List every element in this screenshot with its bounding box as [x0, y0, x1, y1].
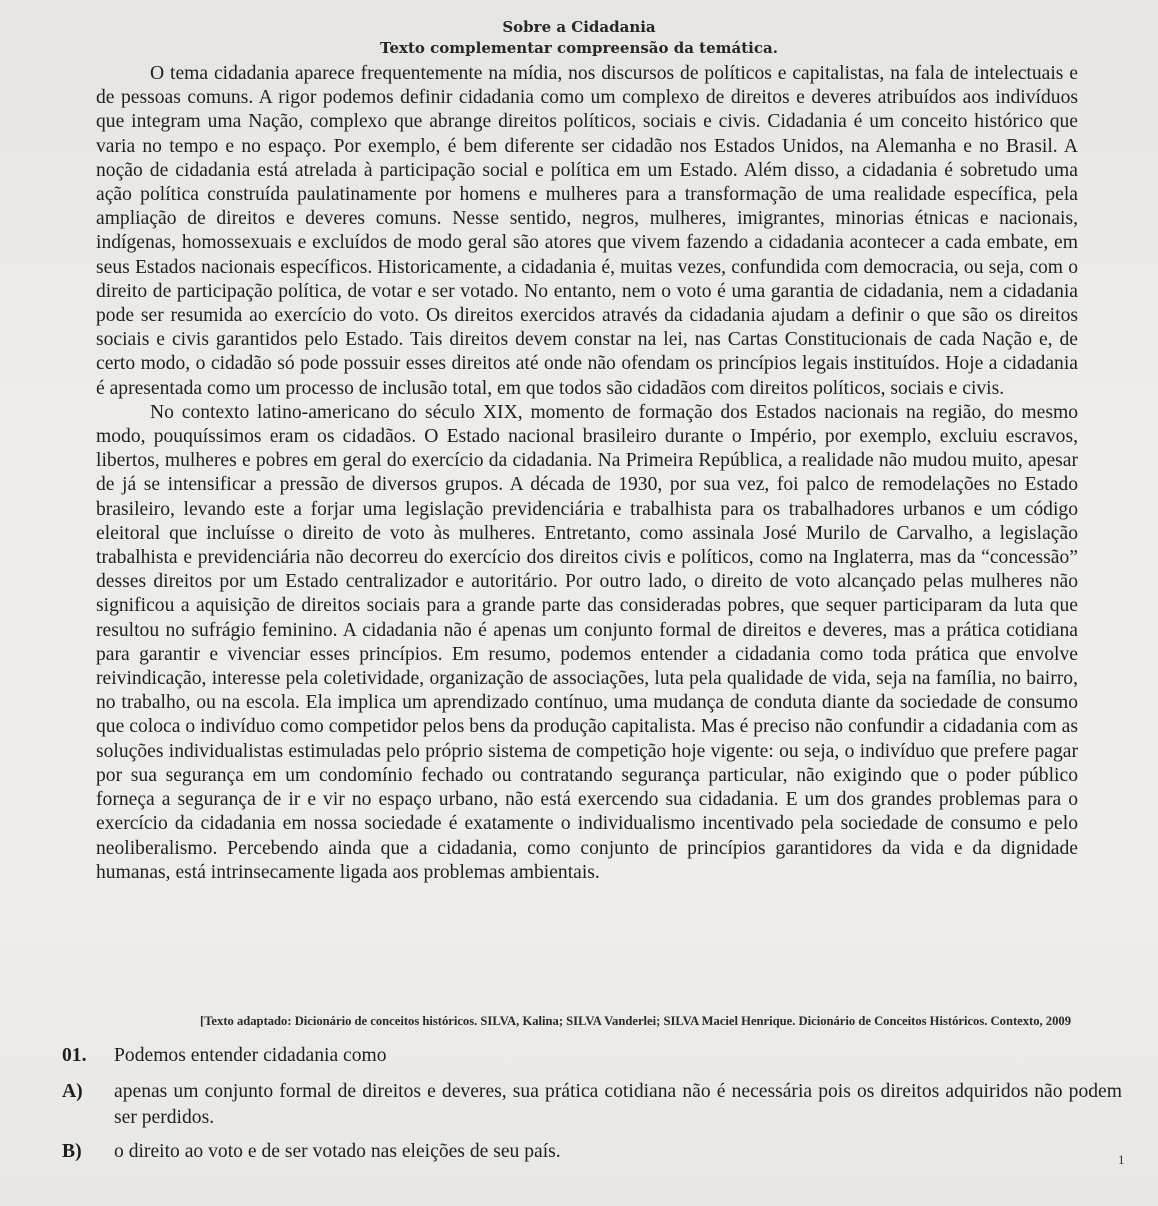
question-header — [62, 1043, 1122, 1069]
option-a-letter: A) — [62, 1081, 83, 1102]
option-b-letter: B) — [62, 1141, 82, 1162]
option-a-text: apenas um conjunto formal de direitos e deveres, sua prática cotidiana não é necessária pois os direitos adquiridos não podem ser perdidos. — [114, 1081, 1122, 1128]
question-stem: Podemos entender cidadania como — [114, 1045, 387, 1066]
document-body — [96, 62, 1078, 885]
page-number: 1 — [1118, 1152, 1125, 1167]
option-b-text: o direito ao voto e de ser votado nas eleições de seu país. — [114, 1141, 561, 1162]
question-block — [62, 1043, 1122, 1173]
paragraph-2: No contexto latino-americano do século XIX, momento de formação dos Estados nacionais na região, do mesmo modo, pouquíssimos eram os cidadãos. O Estado nacional brasileiro durante o Império, por exemplo, excluiu escravos, libertos, mulheres e pobres em geral do exercício da cidadania. Na Primeira República, a realidade não mudou muito, apesar de já se intensificar a pressão de diversos grupos. A década de 1930, por sua vez, foi palco de remodelações no Estado brasileiro, levando este a forjar uma legislação previdenciária e trabalhista para os trabalhadores urbanos e um código eleitoral que incluísse o direito de voto às mulheres. Entretanto, como assinala José Murilo de Carvalho, a legislação trabalhista e previdenciária não decorreu do exercício dos direitos civis e políticos, como na Inglaterra, mas da “concessão” desses direitos por um Estado centralizador e autoritário. Por outro lado, o direito de voto alcançado pelas mulheres não significou a aquisição de direitos sociais para a grande parte das consideradas pobres, que sequer participaram da luta que resultou no sufrágio feminino. A cidadania não é apenas um conjunto formal de direitos e deveres, mas a prática cotidiana para garantir e vivenciar esses princípios. Em resumo, podemos entender a cidadania como toda prática que envolve reivindicação, interesse pela coletividade, organização de associações, luta pela qualidade de vida, seja na família, no bairro, no trabalho, ou na escola. Ela implica um aprendizado contínuo, uma mudança de conduta diante da sociedade de consumo que coloca o indivíduo como competidor pelos bens da produção capitalista. Mas é preciso não confundir a cidadania com as soluções individualistas estimuladas pelo próprio sistema de competição hoje vigente: ou seja, o indivíduo que prefere pagar por sua segurança em um condomínio fechado ou contratando segurança particular, não exigindo que o poder público forneça a segurança de ir e vir no espaço urbano, não está exercendo sua cidadania. E um dos grandes problemas para o exercício da cidadania em nossa sociedade é exatamente o individualismo incentivado pela sociedade de consumo e pelo neoliberalismo. Percebendo ainda que a cidadania, como conjunto de princípios garantidores da vida e da dignidade humanas, está intrinsecamente ligada aos problemas ambientais. — [96, 401, 1078, 883]
document-subtitle: Texto complementar compreensão da temática. — [380, 39, 778, 57]
source-citation: [Texto adaptado: Dicionário de conceitos históricos. SILVA, Kalina; SILVA Vanderlei; SILVA Maciel Henrique. Dicionário de Conceitos Históricos. Contexto, 2009 — [200, 1014, 1071, 1028]
option-b[interactable] — [62, 1139, 1122, 1165]
option-a[interactable] — [62, 1079, 1122, 1131]
document-title: Sobre a Cidadania — [502, 18, 656, 36]
paragraph-1: O tema cidadania aparece frequentemente na mídia, nos discursos de políticos e capitalistas, na fala de intelectuais e de pessoas comuns. A rigor podemos definir cidadania como um complexo de direitos e deveres atribuídos aos indivíduos que integram uma Nação, complexo que abrange direitos políticos, sociais e civis. Cidadania é um conceito histórico que varia no tempo e no espaço. Por exemplo, é bem diferente ser cidadão nos Estados Unidos, na Alemanha e no Brasil. A noção de cidadania está atrelada à participação social e política em um Estado. Além disso, a cidadania é sobretudo uma ação política construída paulatinamente por homens e mulheres para a transformação de uma realidade específica, pela ampliação de direitos e deveres comuns. Nesse sentido, negros, mulheres, imigrantes, minorias étnicas e nacionais, indígenas, homossexuais e excluídos de modo geral são atores que vivem fazendo a cidadania acontecer a cada embate, em seus Estados nacionais específicos. Historicamente, a cidadania é, muitas vezes, confundida com democracia, ou seja, com o direito de participação política, de votar e ser votado. No entanto, nem o voto é uma garantia de cidadania, nem a cidadania pode ser resumida ao exercício do voto. Os direitos exercidos através da cidadania ajudam a definir o que são os direitos sociais e civis garantidos pelo Estado. Tais direitos devem constar na lei, nas Cartas Constitucionais de cada Nação e, de certo modo, o cidadão só pode possuir esses direitos até onde não ofendam os princípios legais instituídos. Hoje a cidadania é apresentada como um processo de inclusão total, em que todos são cidadãos com direitos políticos, sociais e civis. — [96, 63, 1078, 399]
question-number: 01. — [62, 1045, 87, 1066]
